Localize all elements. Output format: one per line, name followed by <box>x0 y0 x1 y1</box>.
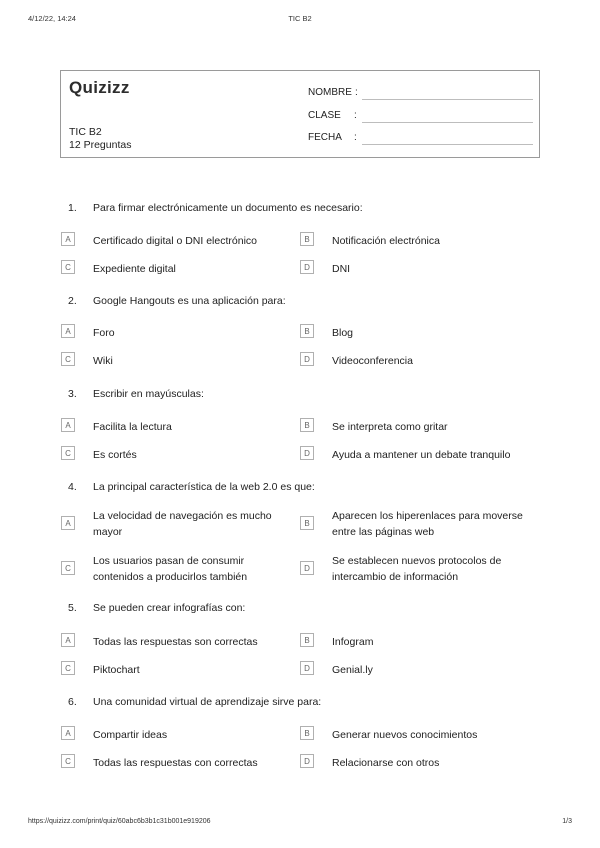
name-line <box>362 99 533 100</box>
option-text: Wiki <box>93 355 113 367</box>
option-text: La velocidad de navegación es mucho mayor <box>93 510 272 538</box>
option-letter-badge: A <box>61 516 75 530</box>
class-field <box>308 110 533 124</box>
option-letter-badge: C <box>61 260 75 274</box>
option-letter-badge: D <box>300 661 314 675</box>
option-letter-badge: A <box>61 232 75 246</box>
option-letter-badge: D <box>300 352 314 366</box>
name-label: NOMBRE <box>308 87 352 98</box>
date-field <box>308 132 533 146</box>
class-line <box>362 122 533 123</box>
page-number: 1/3 <box>562 818 572 825</box>
date-line <box>362 144 533 145</box>
option-text: Relacionarse con otros <box>332 757 440 769</box>
option-text: Certificado digital o DNI electrónico <box>93 235 257 247</box>
question-text: Escribir en mayúsculas: <box>93 388 204 400</box>
option-text: Los usuarios pasan de consumir contenidos a producirlos también <box>93 555 248 583</box>
question-number: 2. <box>68 295 77 307</box>
question-number: 4. <box>68 481 77 493</box>
print-header <box>28 14 572 26</box>
option-letter-badge: A <box>61 726 75 740</box>
name-colon: : <box>355 87 358 98</box>
option-text: Se establecen nuevos protocolos de intercambio de información <box>332 555 502 583</box>
question-number: 1. <box>68 202 77 214</box>
option-text: DNI <box>332 263 351 275</box>
class-colon: : <box>354 110 357 121</box>
print-url: https://quizizz.com/print/quiz/60abc6b3b1c31b001e919206 <box>28 818 211 825</box>
option-text: Facilita la lectura <box>93 421 172 433</box>
option-text: Generar nuevos conocimientos <box>332 729 478 741</box>
question-number: 6. <box>68 696 77 708</box>
date-colon: : <box>354 132 357 143</box>
option-text: Todas las respuestas son correctas <box>93 636 258 648</box>
question-text: Se pueden crear infografías con: <box>93 602 246 614</box>
question-number: 5. <box>68 602 77 614</box>
option-letter-badge: D <box>300 561 314 575</box>
print-datetime: 4/12/22, 14:24 <box>28 14 76 23</box>
option-text: Genial.ly <box>332 664 373 676</box>
option-text: Aparecen los hiperenlaces para moverse entre las páginas web <box>332 510 523 538</box>
option-letter-badge: A <box>61 324 75 338</box>
option-letter-badge: D <box>300 754 314 768</box>
option-letter-badge: B <box>300 516 314 530</box>
option-text: Piktochart <box>93 664 140 676</box>
option-text: Es cortés <box>93 449 137 461</box>
option-text: Infogram <box>332 636 374 648</box>
option-letter-badge: A <box>61 633 75 647</box>
question-count: 12 Preguntas <box>69 139 132 151</box>
question-text: Google Hangouts es una aplicación para: <box>93 295 286 307</box>
option-text: Foro <box>93 327 115 339</box>
option-letter-badge: B <box>300 418 314 432</box>
print-footer <box>28 818 572 830</box>
option-text: Ayuda a mantener un debate tranquilo <box>332 449 511 461</box>
quiz-title: TIC B2 <box>69 126 102 138</box>
name-field <box>308 87 533 101</box>
option-letter-badge: D <box>300 446 314 460</box>
option-text: Expediente digital <box>93 263 176 275</box>
option-text: Blog <box>332 327 354 339</box>
option-letter-badge: B <box>300 232 314 246</box>
option-letter-badge: C <box>61 754 75 768</box>
quizizz-logo: Quizizz <box>69 78 130 97</box>
option-letter-badge: D <box>300 260 314 274</box>
class-label: CLASE <box>308 110 341 121</box>
option-letter-badge: C <box>61 352 75 366</box>
option-letter-badge: A <box>61 418 75 432</box>
option-letter-badge: C <box>61 561 75 575</box>
option-letter-badge: C <box>61 446 75 460</box>
print-title: TIC B2 <box>288 14 312 23</box>
question-text: Una comunidad virtual de aprendizaje sirve para: <box>93 696 322 708</box>
option-letter-badge: B <box>300 324 314 338</box>
option-text: Todas las respuestas con correctas <box>93 757 258 769</box>
option-text: Videoconferencia <box>332 355 413 367</box>
option-letter-badge: B <box>300 633 314 647</box>
option-text: Notificación electrónica <box>332 235 440 247</box>
question-text: Para firmar electrónicamente un documento es necesario: <box>93 202 363 214</box>
question-text: La principal característica de la web 2.0 es que: <box>93 481 315 493</box>
option-letter-badge: B <box>300 726 314 740</box>
option-letter-badge: C <box>61 661 75 675</box>
option-text: Compartir ideas <box>93 729 168 741</box>
quiz-header-box <box>60 70 540 158</box>
date-label: FECHA <box>308 132 342 143</box>
option-text: Se interpreta como gritar <box>332 421 448 433</box>
question-number: 3. <box>68 388 77 400</box>
